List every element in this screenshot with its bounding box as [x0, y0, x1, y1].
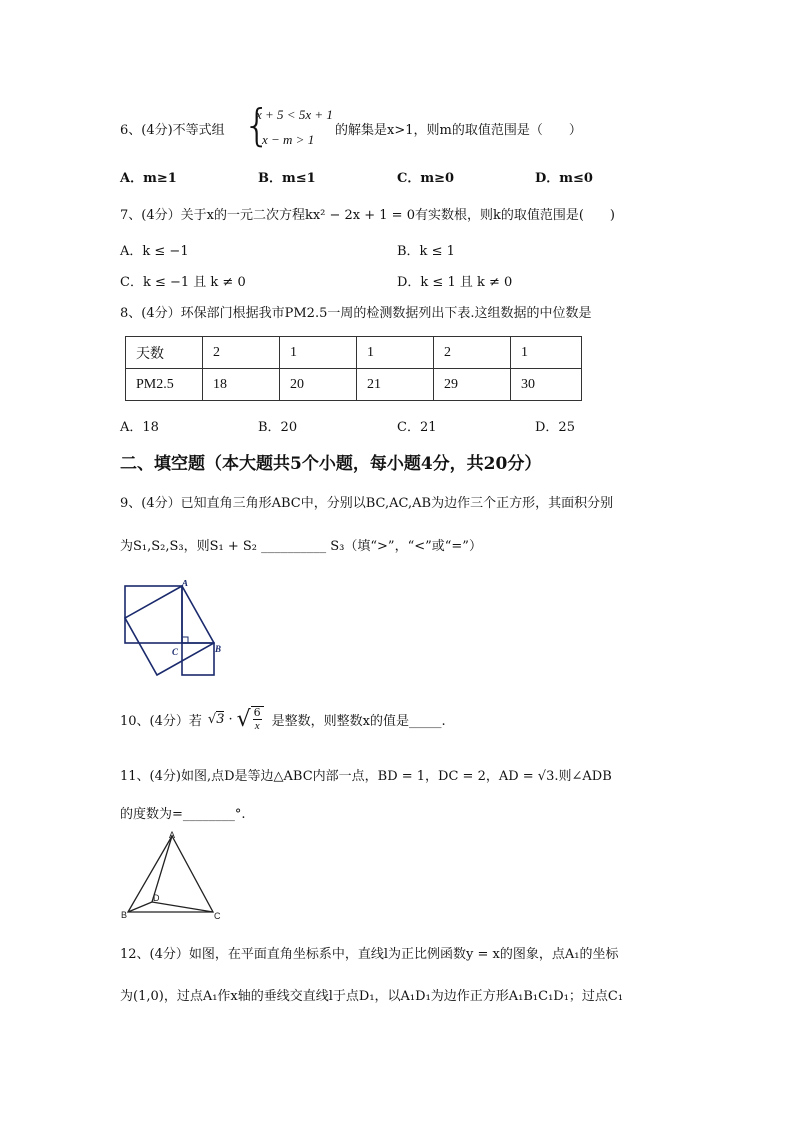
q6-option-c: C．m≥0	[397, 171, 455, 186]
q11-figure	[118, 828, 228, 923]
square-ab	[125, 586, 214, 675]
q6-prefix: 6、(4分)不等式组	[120, 123, 225, 138]
q12-line1: 12、(4分）如图，在平面直角坐标系中，直线l为正比例函数y = x的图象，点A₁的坐标	[120, 947, 619, 962]
q6-suffix: 的解集是x>1，则m的取值范围是（ ）	[335, 123, 582, 138]
q6-brace: {	[243, 100, 271, 151]
q7-option-c: C．k ≤ −1 且 k ≠ 0	[120, 275, 246, 290]
q9-figure	[118, 580, 228, 680]
table-cell: 29	[434, 369, 511, 401]
q10-line: 10、(4分）若 √ 3 · √ $\frac{6}{x}$ 是整数，则整数x的值是_____.	[120, 706, 446, 732]
table-cell: 2	[203, 337, 280, 369]
q7-option-d: D．k ≤ 1 且 k ≠ 0	[397, 275, 513, 290]
sqrt-icon: √	[236, 706, 251, 732]
table-cell: 20	[280, 369, 357, 401]
label-c: C	[172, 647, 179, 657]
q10-suffix: 是整数，则整数x的值是_____.	[271, 713, 446, 729]
label-d: D	[153, 893, 160, 903]
q10-fraction	[253, 707, 262, 732]
label-a: A	[169, 830, 176, 840]
table-cell: 30	[511, 369, 582, 401]
q9-line1: 9、(4分）已知直角三角形ABC中，分别以BC,AC,AB为边作三个正方形，其面积分别	[120, 496, 614, 511]
label-b: B	[215, 644, 222, 654]
q6-inequality-1: x + 5 < 5x + 1	[256, 107, 333, 122]
triangle-abc	[128, 836, 213, 912]
q8-option-c: C．21	[397, 420, 437, 435]
q8-text: 8、(4分）环保部门根据我市PM2.5一周的检测数据列出下表.这组数据的中位数是	[120, 306, 592, 321]
q11-line1: 11、(4分)如图,点D是等边△ABC内部一点，BD = 1，DC = 2，AD = √3.则∠ADB	[120, 769, 612, 784]
table-cell: 2	[434, 337, 511, 369]
table-cell: 21	[357, 369, 434, 401]
q10-denominator: x	[254, 720, 260, 732]
section-title: 二、填空题（本大题共5个小题，每小题4分，共20分）	[120, 454, 542, 474]
q12-line2: 为(1,0)，过点A₁作x轴的垂线交直线l于点D₁，以A₁D₁为边作正方形A₁B₁C₁D₁；过点C₁	[120, 989, 624, 1004]
q10-prefix: 10、(4分）若	[120, 713, 202, 729]
q6-option-d: D．m≤0	[535, 171, 593, 186]
label-c: C	[214, 911, 221, 921]
table-cell: 1	[511, 337, 582, 369]
q7-text: 7、(4分）关于x的一元二次方程kx² − 2x + 1 = 0有实数根，则k的取值范围是( )	[120, 208, 616, 223]
label-b: B	[121, 910, 128, 920]
q6-inequality-2: x − m > 1	[262, 132, 315, 147]
sqrt-icon: √	[207, 711, 217, 727]
q7-option-b: B．k ≤ 1	[397, 244, 455, 259]
table-row	[126, 369, 582, 401]
q7-option-a: A．k ≤ −1	[120, 244, 189, 259]
table-cell: 18	[203, 369, 280, 401]
q11-line2: 的度数为=________°.	[120, 807, 246, 822]
q6-option-a: A．m≥1	[120, 171, 177, 186]
segment-cd	[152, 902, 213, 912]
q10-numerator: 6	[253, 706, 261, 719]
table-row	[126, 337, 582, 369]
table-cell: 1	[357, 337, 434, 369]
pm25-table	[125, 336, 582, 401]
q9-line2: 为S₁,S₂,S₃，则S₁ + S₂ __________ S₃（填“>”，“<”或“=”）	[120, 539, 482, 554]
q10-sqrt3: 3	[216, 712, 225, 727]
label-a: A	[182, 580, 189, 588]
q8-option-a: A．18	[120, 420, 159, 435]
table-cell: PM2.5	[126, 369, 203, 401]
q6-option-b: B．m≤1	[258, 171, 316, 186]
right-angle-mark	[182, 637, 188, 643]
q8-option-d: D．25	[535, 420, 575, 435]
table-cell: 天数	[126, 337, 203, 369]
table-cell: 1	[280, 337, 357, 369]
q8-option-b: B．20	[258, 420, 298, 435]
